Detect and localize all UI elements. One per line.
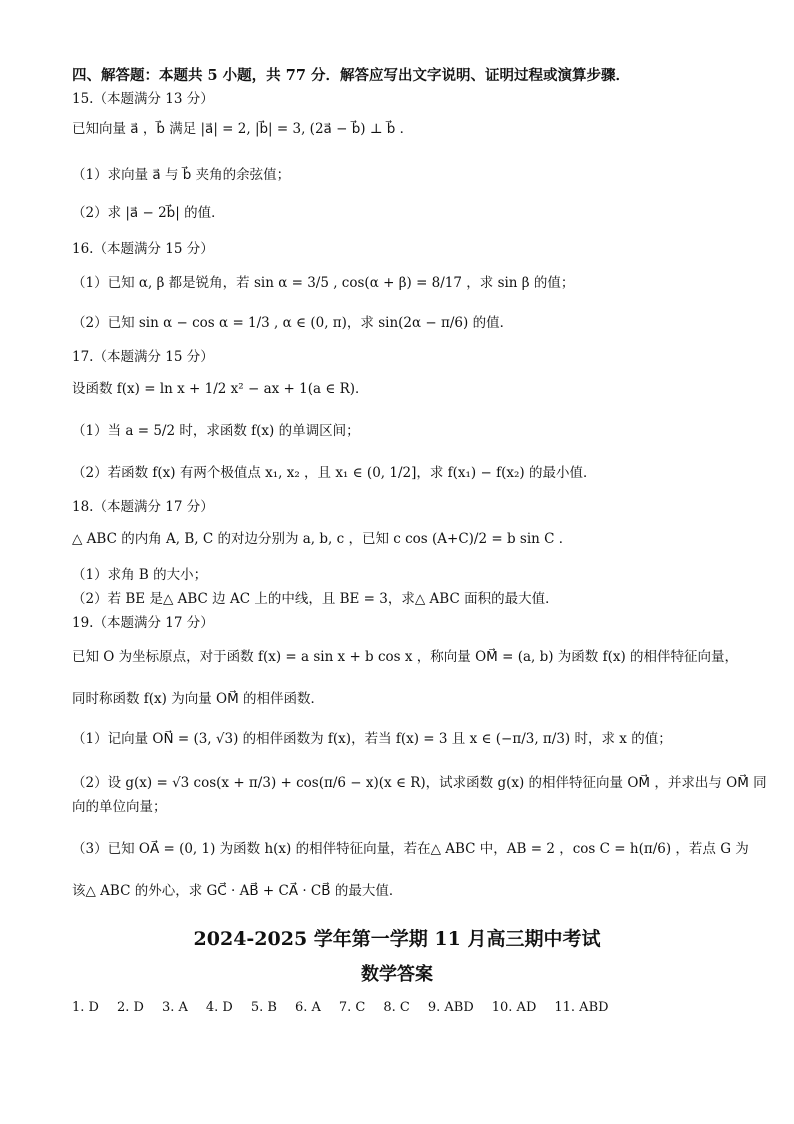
problem-18-header: 18.（本题满分 17 分） [72,499,214,515]
problem-17-part-1: （1）当 a = 5/2 时，求函数 f(x) 的单调区间； [72,423,360,439]
problem-19-part-3-line-1: （3）已知 OA⃗ = (0, 1) 为函数 h(x) 的相伴特征向量，若在△ ABC 中，AB = 2 ，cos C = h(π/6) ，若点 G 为 [72,841,749,857]
answer-item: 11. ABD [554,1000,609,1015]
problem-19-statement-2: 同时称函数 f(x) 为向量 OM⃗ 的相伴函数． [72,691,325,707]
problem-19-header: 19.（本题满分 17 分） [72,615,214,631]
problem-15-part-2: （2）求 |a⃗ − 2b⃗| 的值． [72,205,225,221]
answer-item: 1. D [72,1000,99,1015]
answer-item: 5. B [250,1000,277,1015]
answer-item: 2. D [116,1000,144,1015]
problem-17-part-2: （2）若函数 f(x) 有两个极值点 x₁, x₂ ，且 x₁ ∈ (0, 1/2]，求 f(x₁) − f(x₂) 的最小值． [72,465,597,481]
answer-item: 9. ABD [427,1000,474,1015]
problem-15-statement: 已知向量 a⃗ ，b⃗ 满足 |a⃗| = 2, |b⃗| = 3, (2a⃗ − b⃗) ⊥ b⃗ ． [72,121,414,137]
problem-19-statement-1: 已知 O 为坐标原点，对于函数 f(x) = a sin x + b cos x ，称向量 OM⃗ = (a, b) 为函数 f(x) 的相伴特征向量， [72,649,739,665]
answer-item: 4. D [205,1000,233,1015]
problem-15-part-1: （1）求向量 a⃗ 与 b⃗ 夹角的余弦值； [72,167,291,183]
answer-item: 7. C [338,1000,366,1015]
problem-18-part-2: （2）若 BE 是△ ABC 边 AC 上的中线，且 BE = 3，求△ ABC 面积的最大值． [72,591,559,607]
problem-19-part-2-line-2: 向的单位向量； [72,799,167,815]
answer-subtitle: 数学答案 [361,964,433,985]
problem-17-header: 17.（本题满分 15 分） [72,349,214,365]
answer-item: 10. AD [491,1000,537,1015]
answer-title: 2024-2025 学年第一学期 11 月高三期中考试 [193,928,601,950]
problem-16-part-1: （1）已知 α, β 都是锐角，若 sin α = 3/5 , cos(α + β) = 8/17 ，求 sin β 的值； [72,275,575,291]
problem-18-part-1: （1）求角 B 的大小； [72,567,208,583]
problem-16-header: 16.（本题满分 15 分） [72,241,214,257]
problem-19-part-1: （1）记向量 ON⃗ = (3, √3) 的相伴函数为 f(x)，若当 f(x) = 3 且 x ∈ (−π/3, π/3) 时，求 x 的值； [72,731,672,747]
answer-item: 6. A [294,1000,321,1015]
answer-item: 3. A [161,1000,188,1015]
answer-key-row [72,1000,609,1015]
problem-17-statement: 设函数 f(x) = ln x + 1/2 x² − ax + 1(a ∈ R)． [72,381,369,397]
problem-19-part-2-line-1: （2）设 g(x) = √3 cos(x + π/3) + cos(π/6 − x)(x ∈ R)，试求函数 g(x) 的相伴特征向量 OM⃗ ，并求出与 OM⃗ 同 [72,775,767,791]
section-title: 四、解答题：本题共 5 小题，共 77 分．解答应写出文字说明、证明过程或演算步骤． [72,67,630,84]
problem-15-header: 15.（本题满分 13 分） [72,91,214,107]
problem-18-statement: △ ABC 的内角 A, B, C 的对边分别为 a, b, c ，已知 c cos (A+C)/2 = b sin C ． [72,531,573,547]
answer-item: 8. C [383,1000,410,1015]
problem-19-part-3-line-2: 该△ ABC 的外心，求 GC⃗ · AB⃗ + CA⃗ · CB⃗ 的最大值． [72,883,403,899]
problem-16-part-2: （2）已知 sin α − cos α = 1/3 , α ∈ (0, π)，求 sin(2α − π/6) 的值． [72,315,514,331]
